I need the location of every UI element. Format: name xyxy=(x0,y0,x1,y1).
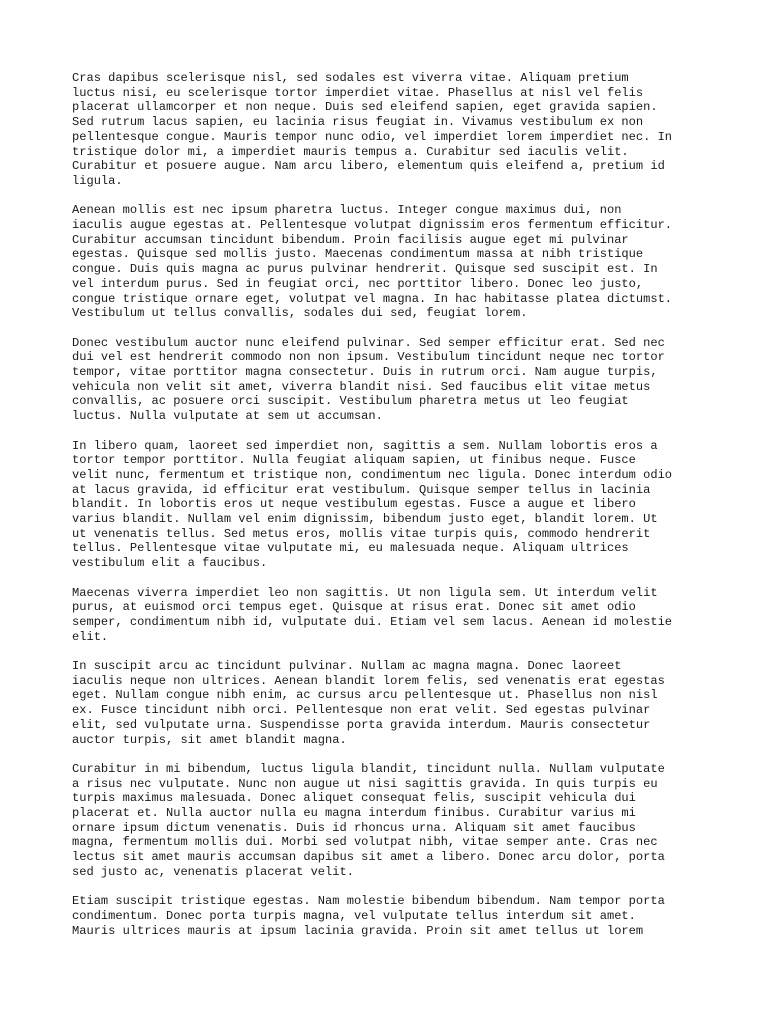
paragraph-8: Etiam suscipit tristique egestas. Nam molestie bibendum bibendum. Nam tempor porta condimentum. Donec porta turpis magna, vel vulputate tellus interdum sit amet. Mauris ultrices mauris at ipsum lacinia gravida. Proin sit amet tellus ut lorem xyxy=(72,894,665,938)
paragraph-7: Curabitur in mi bibendum, luctus ligula blandit, tincidunt nulla. Nullam vulputate a risus nec vulputate. Nunc non augue ut nisi sagittis gravida. In quis turpis eu turpis maximus malesuada. Donec aliquet consequat felis, suscipit vehicula dui placerat et. Nulla auctor nulla eu magna interdum finibus. Curabitur varius mi ornare ipsum dictum venenatis. Duis id rhoncus urna. Aliquam sit amet faucibus magna, fermentum mollis dui. Morbi sed volutpat nibh, vitae semper ante. Cras nec lectus sit amet mauris accumsan dapibus sit amet a libero. Donec arcu dolor, porta sed justo ac, venenatis placerat velit. xyxy=(72,761,665,879)
paragraph-6: In suscipit arcu ac tincidunt pulvinar. Nullam ac magna magna. Donec laoreet iaculis neque non ultrices. Aenean blandit lorem felis, sed venenatis erat egestas eget. Nullam congue nibh enim, ac cursus arcu pellentesque ut. Phasellus non nisl ex. Fusce tincidunt nibh orci. Pellentesque non erat velit. Sed egestas pulvinar elit, sed vulputate urna. Suspendisse porta gravida interdum. Mauris consectetur auctor turpis, sit amet blandit magna. xyxy=(72,659,665,747)
paragraph-2: Aenean mollis est nec ipsum pharetra luctus. Integer congue maximus dui, non iaculis augue egestas at. Pellentesque volutpat dignissim eros fermentum efficitur. Curabitur accumsan tincidunt bibendum. Proin facilisis augue eget mi pulvinar egestas. Quisque sed mollis justo. Maecenas condimentum massa at nibh tristique congue. Duis quis magna ac purus pulvinar hendrerit. Quisque sed suscipit est. In vel interdum purus. Sed in feugiat orci, nec porttitor libero. Donec leo justo, congue tristique ornare eget, volutpat vel magna. In hac habitasse platea dictumst. Vestibulum ut tellus convallis, sodales dui sed, feugiat lorem. xyxy=(72,203,673,321)
paragraph-4: In libero quam, laoreet sed imperdiet non, sagittis a sem. Nullam lobortis eros a tortor tempor porttitor. Nulla feugiat aliquam sapien, ut finibus neque. Fusce velit nunc, fermentum et tristique non, condimentum nec ligula. Donec interdum odio at lacus gravida, id efficitur erat vestibulum. Quisque semper tellus in lacinia blandit. In lobortis eros ut neque vestibulum egestas. Fusce a augue et libero varius blandit. Nullam vel enim dignissim, bibendum justo eget, blandit lorem. Ut ut venenatis tellus. Sed metus eros, mollis vitae turpis quis, commodo hendrerit tellus. Pellentesque vitae vulputate mi, eu malesuada neque. Aliquam ultrices vestibulum elit a faucibus. xyxy=(72,438,673,571)
paragraph-1: Cras dapibus scelerisque nisl, sed sodales est viverra vitae. Aliquam pretium luctus nisi, eu scelerisque tortor imperdiet vitae. Phasellus at nisl vel felis placerat ullamcorper et non neque. Duis sed eleifend sapien, eget gravida sapien. Sed rutrum lacus sapien, eu lacinia risus feugiat in. Vivamus vestibulum ex non pellentesque congue. Mauris tempor nunc odio, vel imperdiet lorem imperdiet nec. In tristique dolor mi, a imperdiet mauris tempus a. Curabitur sed iaculis velit. Curabitur et posuere augue. Nam arcu libero, elementum quis eleifend a, pretium id ligula. xyxy=(72,71,673,188)
paragraph-3: Donec vestibulum auctor nunc eleifend pulvinar. Sed semper efficitur erat. Sed nec dui vel est hendrerit commodo non non ipsum. Vestibulum tincidunt neque nec tortor tempor, vitae porttitor magna consectetur. Duis in rutrum orci. Nam augue turpis, vehicula non velit sit amet, viverra blandit nisi. Sed faucibus elit vitae metus convallis, ac posuere orci suscipit. Vestibulum pharetra metus ut leo feugiat luctus. Nulla vulputate at sem ut accumsan. xyxy=(72,335,665,424)
document-page xyxy=(72,71,702,953)
paragraph-5: Maecenas viverra imperdiet leo non sagittis. Ut non ligula sem. Ut interdum velit purus, at euismod orci tempus eget. Quisque at risus erat. Donec sit amet odio semper, condimentum nibh id, vulputate dui. Etiam vel sem lacus. Aenean id molestie elit. xyxy=(72,585,673,644)
